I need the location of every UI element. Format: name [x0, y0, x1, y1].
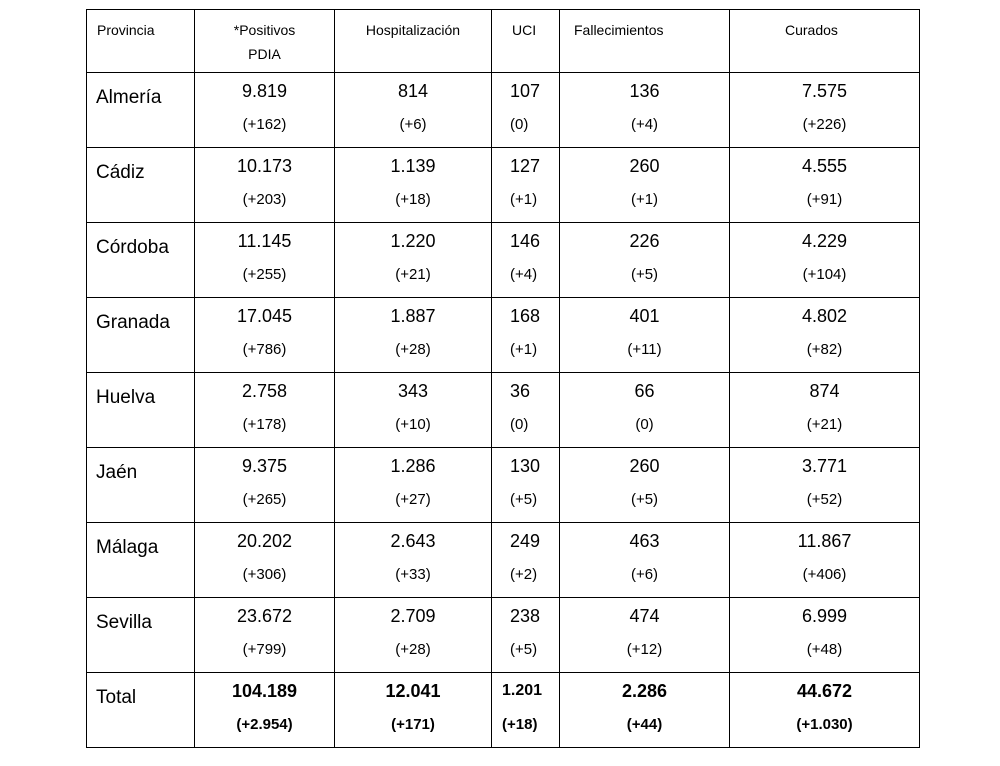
curados-cell: [730, 373, 920, 448]
fallecimientos-cell: [560, 598, 730, 673]
hospitalizacion-delta: (+10): [395, 416, 431, 433]
total-curados-cell: [730, 673, 920, 748]
positivos-delta: (+178): [242, 416, 287, 433]
fallecimientos-value: 260: [629, 156, 660, 176]
fallecimientos-value: 136: [629, 81, 660, 101]
uci-delta: (0): [510, 416, 529, 433]
positivos-cell: [195, 523, 335, 598]
hospitalizacion-delta: (+21): [395, 266, 431, 283]
uci-value: 107: [510, 81, 541, 101]
hospitalizacion-value: 2.709: [390, 606, 436, 626]
total-hospitalizacion-delta: (+171): [391, 716, 435, 733]
total-hospitalizacion-cell: [335, 673, 492, 748]
uci-cell: [492, 373, 560, 448]
header-positivos-line1: *Positivos: [233, 22, 296, 38]
hospitalizacion-value: 1.887: [390, 306, 436, 326]
fallecimientos-cell: [560, 373, 730, 448]
positivos-cell: [195, 73, 335, 148]
table-row: [87, 448, 920, 523]
fallecimientos-delta: (+4): [630, 116, 659, 133]
positivos-delta: (+265): [242, 491, 287, 508]
uci-cell: [492, 148, 560, 223]
total-positivos-delta: (+2.954): [236, 716, 293, 733]
covid-province-table-wrapper: [86, 9, 920, 748]
curados-value: 3.771: [801, 456, 848, 476]
province-name: Jaén: [87, 448, 195, 523]
fallecimientos-delta: (+5): [630, 266, 659, 283]
hospitalizacion-delta: (+28): [395, 341, 431, 358]
header-provincia: Provincia: [87, 10, 195, 73]
uci-value: 127: [510, 156, 541, 176]
covid-province-table: [86, 9, 920, 748]
header-hospitalizacion: Hospitalización: [335, 10, 492, 73]
uci-cell: [492, 448, 560, 523]
uci-delta: (0): [510, 116, 529, 133]
fallecimientos-cell: [560, 223, 730, 298]
total-label: Total: [87, 673, 195, 748]
uci-value: 130: [510, 456, 541, 476]
positivos-value: 23.672: [236, 606, 293, 626]
positivos-cell: [195, 298, 335, 373]
curados-value: 7.575: [801, 81, 848, 101]
fallecimientos-value: 474: [629, 606, 660, 626]
total-hospitalizacion-value: 12.041: [385, 681, 441, 701]
uci-value: 238: [510, 606, 541, 626]
header-positivos-line2: PDIA: [248, 46, 281, 62]
positivos-value: 20.202: [236, 531, 293, 551]
hospitalizacion-cell: [335, 598, 492, 673]
hospitalizacion-cell: [335, 223, 492, 298]
hospitalizacion-cell: [335, 148, 492, 223]
total-fallecimientos-delta: (+44): [626, 716, 663, 733]
hospitalizacion-cell: [335, 73, 492, 148]
positivos-delta: (+162): [242, 116, 287, 133]
province-name: Cádiz: [87, 148, 195, 223]
fallecimientos-value: 463: [629, 531, 660, 551]
uci-value: 168: [510, 306, 541, 326]
hospitalizacion-value: 1.139: [390, 156, 436, 176]
fallecimientos-value: 66: [634, 381, 655, 401]
uci-value: 36: [510, 381, 531, 401]
fallecimientos-delta: (+5): [630, 491, 659, 508]
fallecimientos-delta: (0): [635, 416, 654, 433]
fallecimientos-cell: [560, 448, 730, 523]
positivos-cell: [195, 148, 335, 223]
province-name: Córdoba: [87, 223, 195, 298]
total-fallecimientos-value: 2.286: [621, 681, 668, 701]
curados-delta: (+82): [806, 341, 843, 358]
uci-delta: (+4): [510, 266, 538, 283]
hospitalizacion-cell: [335, 373, 492, 448]
table-row: [87, 523, 920, 598]
positivos-value: 17.045: [236, 306, 293, 326]
curados-delta: (+91): [806, 191, 843, 208]
hospitalizacion-delta: (+28): [395, 641, 431, 658]
positivos-delta: (+306): [242, 566, 287, 583]
positivos-cell: [195, 373, 335, 448]
fallecimientos-cell: [560, 73, 730, 148]
positivos-delta: (+203): [242, 191, 287, 208]
province-name: Málaga: [87, 523, 195, 598]
positivos-value: 11.145: [237, 231, 292, 251]
fallecimientos-cell: [560, 298, 730, 373]
table-row: [87, 373, 920, 448]
positivos-cell: [195, 448, 335, 523]
positivos-value: 10.173: [236, 156, 293, 176]
curados-cell: [730, 448, 920, 523]
hospitalizacion-cell: [335, 298, 492, 373]
table-row: [87, 73, 920, 148]
uci-delta: (+5): [510, 641, 538, 658]
header-uci: UCI: [492, 10, 560, 73]
total-fallecimientos-cell: [560, 673, 730, 748]
hospitalizacion-value: 2.643: [390, 531, 436, 551]
header-positivos: [195, 10, 335, 73]
table-row: [87, 298, 920, 373]
uci-delta: (+5): [510, 491, 538, 508]
total-uci-value: 1.201: [502, 682, 543, 699]
fallecimientos-value: 226: [629, 231, 660, 251]
hospitalizacion-delta: (+6): [399, 116, 427, 133]
hospitalizacion-value: 814: [397, 81, 429, 101]
curados-delta: (+226): [802, 116, 847, 133]
fallecimientos-delta: (+1): [630, 191, 659, 208]
curados-delta: (+48): [806, 641, 843, 658]
positivos-delta: (+799): [242, 641, 287, 658]
table-row: [87, 223, 920, 298]
province-name: Granada: [87, 298, 195, 373]
fallecimientos-delta: (+6): [630, 566, 659, 583]
total-uci-cell: [492, 673, 560, 748]
uci-cell: [492, 523, 560, 598]
header-curados: Curados: [730, 10, 920, 73]
curados-delta: (+104): [802, 266, 847, 283]
fallecimientos-delta: (+12): [626, 641, 663, 658]
positivos-cell: [195, 598, 335, 673]
total-curados-value: 44.672: [796, 681, 853, 701]
curados-value: 6.999: [801, 606, 848, 626]
fallecimientos-value: 260: [629, 456, 660, 476]
hospitalizacion-value: 1.220: [390, 231, 436, 251]
uci-delta: (+1): [510, 191, 538, 208]
total-positivos-cell: [195, 673, 335, 748]
hospitalizacion-delta: (+33): [395, 566, 431, 583]
curados-cell: [730, 148, 920, 223]
hospitalizacion-cell: [335, 523, 492, 598]
uci-cell: [492, 73, 560, 148]
positivos-value: 9.375: [241, 456, 288, 476]
curados-cell: [730, 298, 920, 373]
header-fallecimientos: Fallecimientos: [560, 10, 730, 73]
table-row: [87, 598, 920, 673]
total-curados-delta: (+1.030): [796, 716, 853, 733]
total-positivos-value: 104.189: [231, 681, 298, 701]
positivos-cell: [195, 223, 335, 298]
uci-cell: [492, 223, 560, 298]
curados-cell: [730, 223, 920, 298]
uci-value: 249: [510, 531, 541, 551]
uci-delta: (+1): [510, 341, 538, 358]
curados-delta: (+52): [806, 491, 843, 508]
hospitalizacion-value: 343: [397, 381, 429, 401]
table-row: [87, 148, 920, 223]
positivos-value: 2.758: [241, 381, 288, 401]
header-row: [87, 10, 920, 73]
hospitalizacion-value: 1.286: [390, 456, 436, 476]
curados-cell: [730, 73, 920, 148]
uci-cell: [492, 598, 560, 673]
curados-value: 4.229: [801, 231, 848, 251]
uci-value: 146: [510, 231, 541, 251]
total-row: [87, 673, 920, 748]
total-uci-delta: (+18): [502, 716, 538, 733]
hospitalizacion-delta: (+18): [395, 191, 431, 208]
uci-cell: [492, 298, 560, 373]
curados-value: 4.802: [801, 306, 848, 326]
province-name: Huelva: [87, 373, 195, 448]
fallecimientos-delta: (+11): [627, 341, 662, 358]
fallecimientos-cell: [560, 148, 730, 223]
province-name: Sevilla: [87, 598, 195, 673]
hospitalizacion-cell: [335, 448, 492, 523]
province-name: Almería: [87, 73, 195, 148]
curados-delta: (+21): [806, 416, 843, 433]
fallecimientos-cell: [560, 523, 730, 598]
curados-cell: [730, 598, 920, 673]
positivos-delta: (+786): [242, 341, 287, 358]
fallecimientos-value: 401: [629, 306, 660, 326]
curados-value: 4.555: [801, 156, 848, 176]
positivos-value: 9.819: [241, 81, 288, 101]
hospitalizacion-delta: (+27): [395, 491, 431, 508]
positivos-delta: (+255): [242, 266, 287, 283]
curados-delta: (+406): [802, 566, 847, 583]
curados-cell: [730, 523, 920, 598]
curados-value: 874: [809, 381, 840, 401]
uci-delta: (+2): [510, 566, 538, 583]
curados-value: 11.867: [797, 531, 852, 551]
